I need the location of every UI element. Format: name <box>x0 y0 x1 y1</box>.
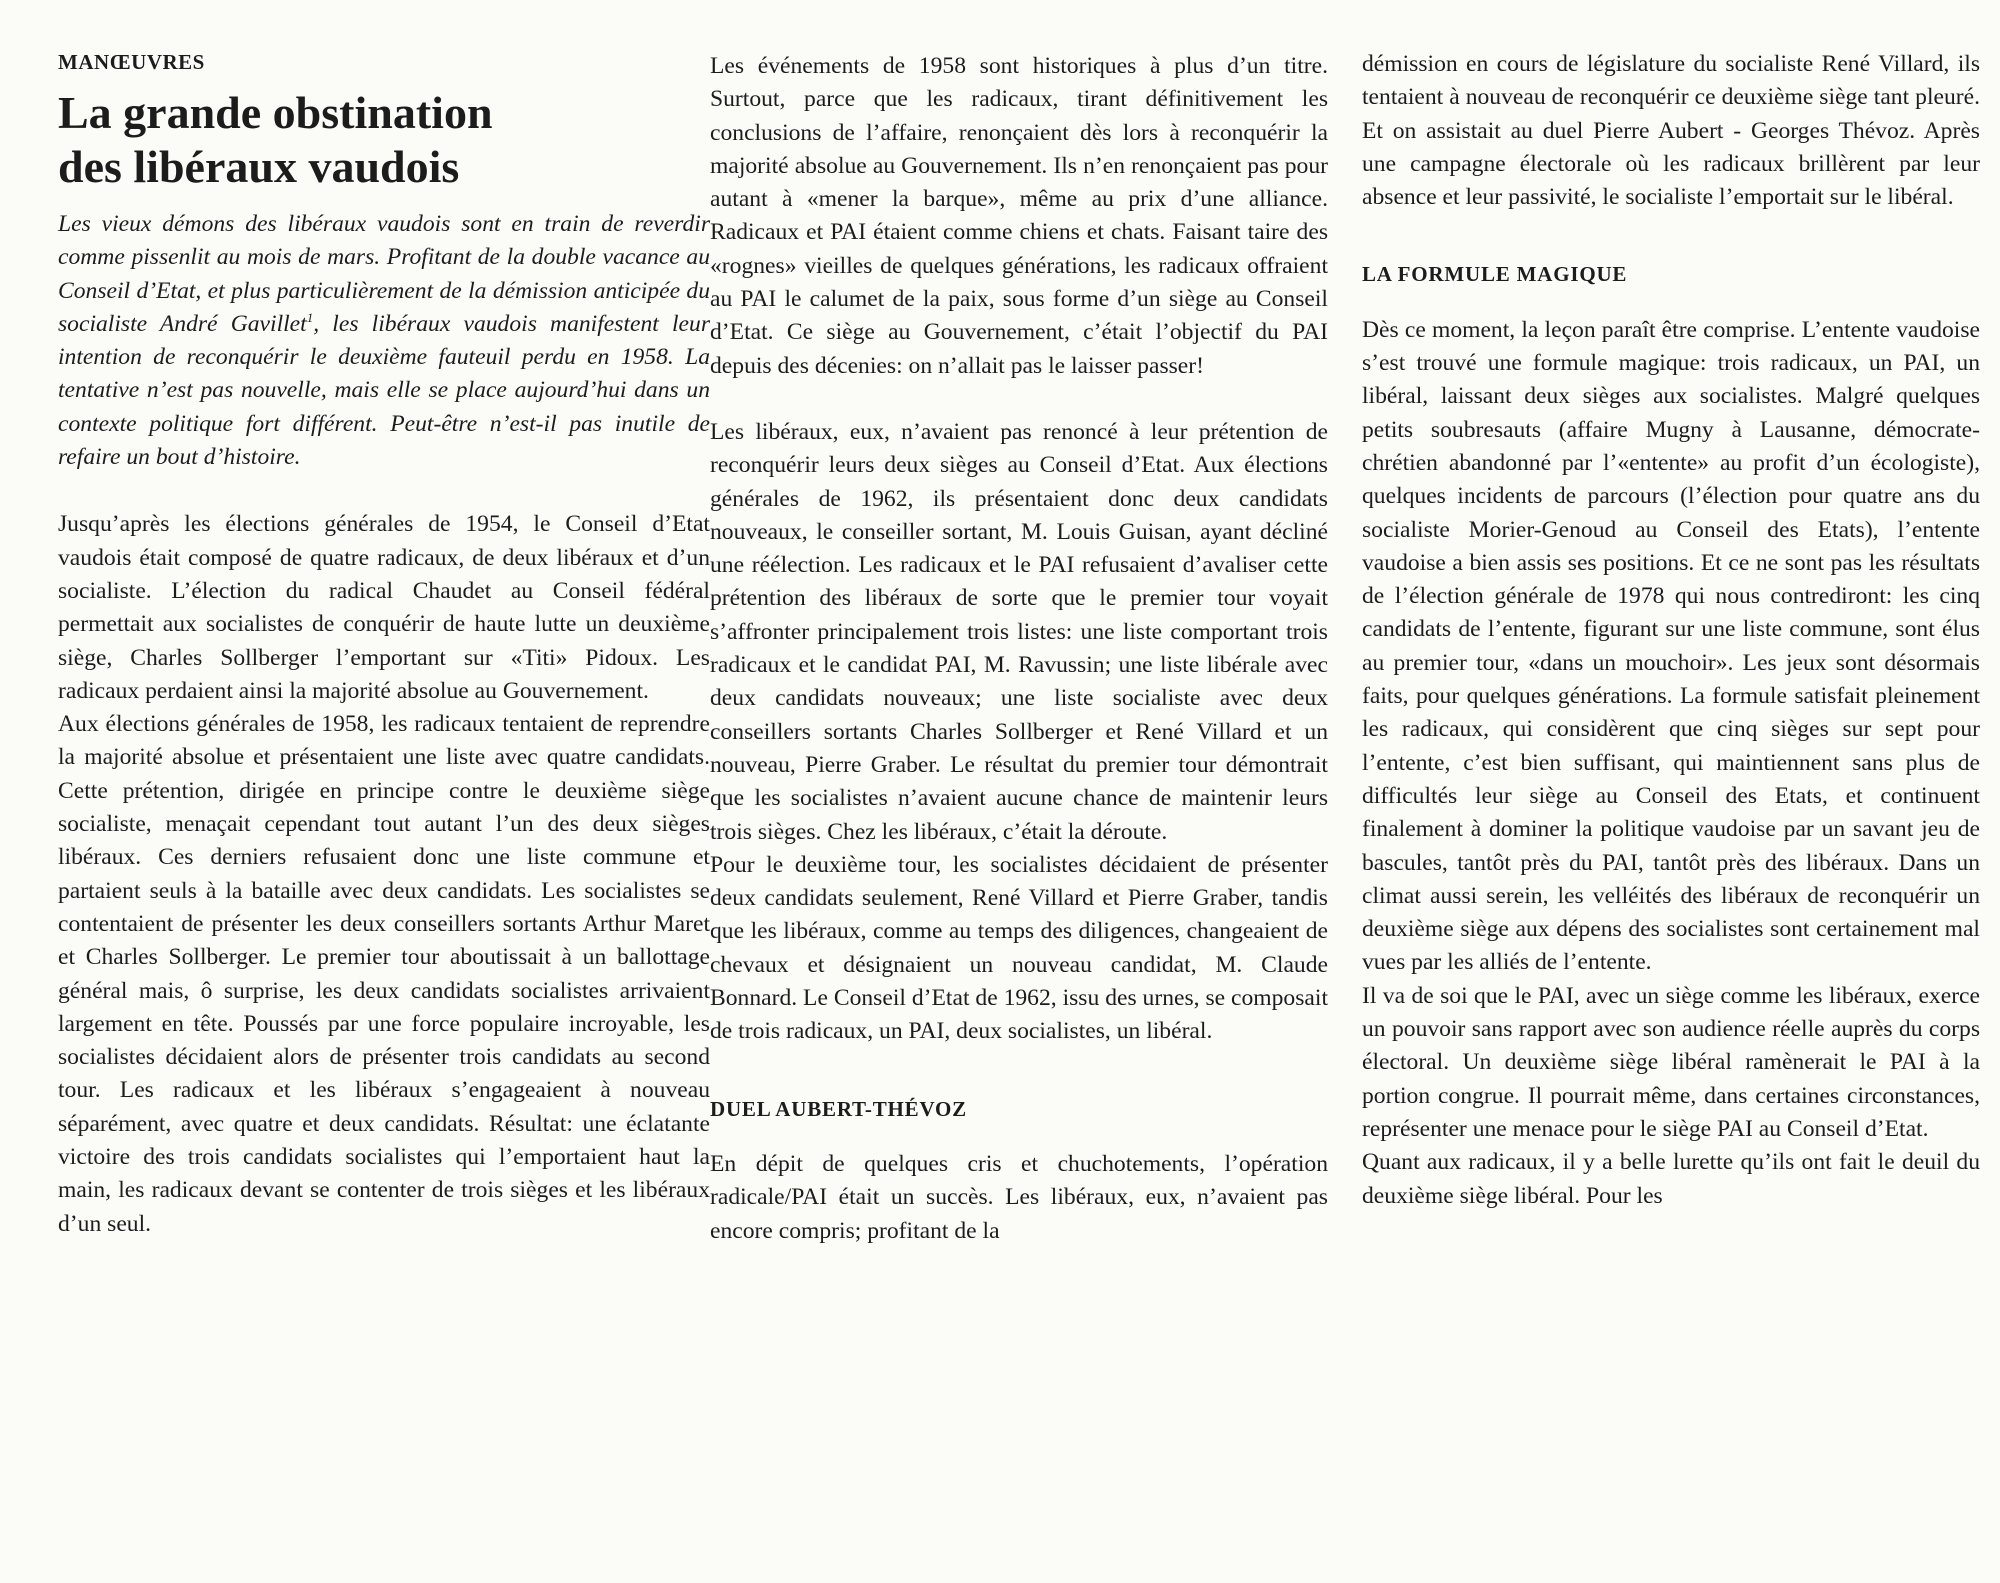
column-1 <box>58 50 710 1241</box>
article-headline <box>58 86 710 194</box>
headline-line-1: La grande obstination <box>58 87 493 138</box>
body-paragraph-4: Les libéraux, eux, n’avaient pas renoncé à leur prétention de reconquérir leurs deux sièges au Conseil d’Etat. Aux élections générales de 1962, ils présentaient donc deux candidats nouveaux, le conseiller sortant, M. Louis Guisan, ayant décliné une réélection. Les radicaux et le PAI refusaient d’avaliser cette prétention des libéraux de sorte que le premier tour voyait s’affronter principalement trois listes: une liste comportant trois radicaux et le candidat PAI, M. Ravussin; une liste libérale avec deux candidats nouveaux; une liste socialiste avec deux conseillers sortants Charles Sollberger et René Villard et un nouveau, Pierre Graber. Le résultat du premier tour démontrait que les socialistes n’avaient aucune chance de maintenir leurs trois sièges. Chez les libéraux, c’était la déroute. <box>710 418 1328 845</box>
body-paragraph-6: En dépit de quelques cris et chuchotements, l’opération radicale/PAI était un succès. Les libéraux, eux, n’avaient pas encore compris; profitant de la <box>710 1150 1328 1244</box>
body-paragraph-9: Quant aux radicaux, il y a belle lurette qu’ils ont fait le deuil du deuxième siège libéral. Pour les <box>1362 1149 1980 1209</box>
body-paragraph-5: Pour le deuxième tour, les socialistes décidaient de présenter deux candidats seulement, René Villard et Pierre Graber, tandis que les libéraux, comme au temps des diligences, changeaient de chevaux et désignaient un nouveau candidat, M. Claude Bonnard. Le Conseil d’Etat de 1962, issu des urnes, se composait de trois radicaux, un PAI, deux socialistes, un libéral. <box>710 851 1328 1045</box>
lead-paragraph <box>58 208 710 474</box>
footnote-marker: 1 <box>306 310 314 326</box>
subheading-duel: DUEL AUBERT-THÉVOZ <box>710 1096 967 1121</box>
body-paragraph-1: Jusqu’après les élections générales de 1954, le Conseil d’Etat vaudois était composé de quatre radicaux, de deux libéraux et d’un socialiste. L’élection du radical Chaudet au Conseil fédéral permettait aux socialistes de conquérir de haute lutte un deuxième siège, Charles Sollberger l’emportant sur «Titi» Pidoux. Les radicaux perdaient ainsi la majorité absolue au Gouvernement. <box>58 511 710 704</box>
body-paragraph-8: Il va de soi que le PAI, avec un siège comme les libéraux, exerce un pouvoir sans rapport avec son audience réelle auprès du corps électoral. Un deuxième siège libéral ramènerait le PAI à la portion congrue. Il pourrait même, dans certaines circonstances, représenter une menace pour le siège PAI au Conseil d’Etat. <box>1362 982 1980 1142</box>
section-kicker: MANŒUVRES <box>58 50 205 74</box>
body-paragraph-6-continued: démission en cours de législature du socialiste René Villard, ils tentaient à nouveau de reconquérir ce deuxième siège tant pleuré. Et on assistait au duel Pierre Aubert - Georges Thévoz. Après une campagne électorale où les radicaux brillèrent par leur absence et leur passivité, le socialiste l’emportait sur le libéral. <box>1362 51 1980 211</box>
body-paragraph-7: Dès ce moment, la leçon paraît être comprise. L’entente vaudoise s’est trouvé une formule magique: trois radicaux, un PAI, un libéral, laissant deux sièges aux socialistes. Malgré quelques petits soubresauts (affaire Mugny à Lausanne, démocrate-chrétien abandonné par l’«entente» au profit d’un écologiste), quelques incidents de parcours (l’élection pour quatre ans du socialiste Morier-Genoud au Conseil des Etats), l’entente vaudoise a bien assis ses positions. Et ce ne sont pas les résultats de l’élection générale de 1978 qui nous contrediront: les cinq candidats de l’entente, figurant sur une liste commune, sont élus au premier tour, «dans un mouchoir». Les jeux sont désormais faits, pour quelques générations. La formule satisfait pleinement les radicaux, qui considèrent que cinq sièges sur sept pour l’entente, c’est bien suffisant, qui maintiennent sans plus de difficultés leur siège au Conseil des Etats, et continuent finalement à dominer la politique vaudoise par un savant jeu de bascules, tantôt près du PAI, tantôt près des libéraux. Dans un climat aussi serein, les velléités des libéraux de reconquérir un deuxième siège aux dépens des socialistes sont certainement mal vues par les alliés de l’entente. <box>1362 316 1980 976</box>
subheading-formule: LA FORMULE MAGIQUE <box>1362 262 1628 287</box>
body-paragraph-3: Les événements de 1958 sont historiques à plus d’un titre. Surtout, parce que les radicaux, tirant définitivement les conclusions de l’affaire, renonçaient dès lors à reconquérir la majorité absolue au Gouvernement. Ils n’en renonçaient pas pour autant à «mener la barque», même au prix d’une alliance. Radicaux et PAI étaient comme chiens et chats. Faisant taire des «rognes» vieilles de quelques générations, les radicaux offraient au PAI le calumet de la paix, sous forme d’un siège au Conseil d’Etat. Ce siège au Gouvernement, c’était l’objectif du PAI depuis des décenies: on n’allait pas le laisser passer! <box>710 53 1328 379</box>
column-2 <box>710 50 1328 1248</box>
body-paragraph-2: Aux élections générales de 1958, les radicaux tentaient de reprendre la majorité absolue et présentaient une liste avec quatre candidats. Cette prétention, dirigée en principe contre le deuxième siège socialiste, menaçait cependant tout autant l’un des deux sièges libéraux. Ces derniers refusaient donc une liste commune et partaient seuls à la bataille avec deux candidats. Les socialistes se contentaient de présenter les deux conseillers sortants Arthur Maret et Charles Sollberger. Le premier tour aboutissait à un ballottage général mais, ô surprise, les deux candidats socialistes arrivaient largement en tête. Poussés par une force populaire incroyable, les socialistes décidaient alors de présenter trois candidats au second tour. Les radicaux et les libéraux s’engageaient à nouveau séparément, avec quatre et deux candidats. Résultat: une éclatante victoire des trois candidats socialistes qui l’emportaient haut la main, les radicaux devant se contenter de trois sièges et les libéraux d’un seul. <box>58 711 710 1237</box>
lead-text-b: , les libéraux vaudois manifestent leur intention de reconquérir le deuxième fauteuil perdu en 1958. La tentative n’est pas nouvelle, mais elle se place aujourd’hui dans un contexte politique fort différent. Peut-être n’est-il pas inutile de refaire un bout d’histoire. <box>58 310 711 471</box>
column-3 <box>1362 48 1980 1213</box>
lead-text-a: Les vieux démons des libéraux vaudois sont en train de reverdir comme pissenlit au mois de mars. Profitant de la double vacance au Conseil d’Etat, et plus particulièrement de la démission anticipée du socialiste André Gavillet <box>58 211 710 337</box>
headline-line-2: des libéraux vaudois <box>58 141 460 192</box>
